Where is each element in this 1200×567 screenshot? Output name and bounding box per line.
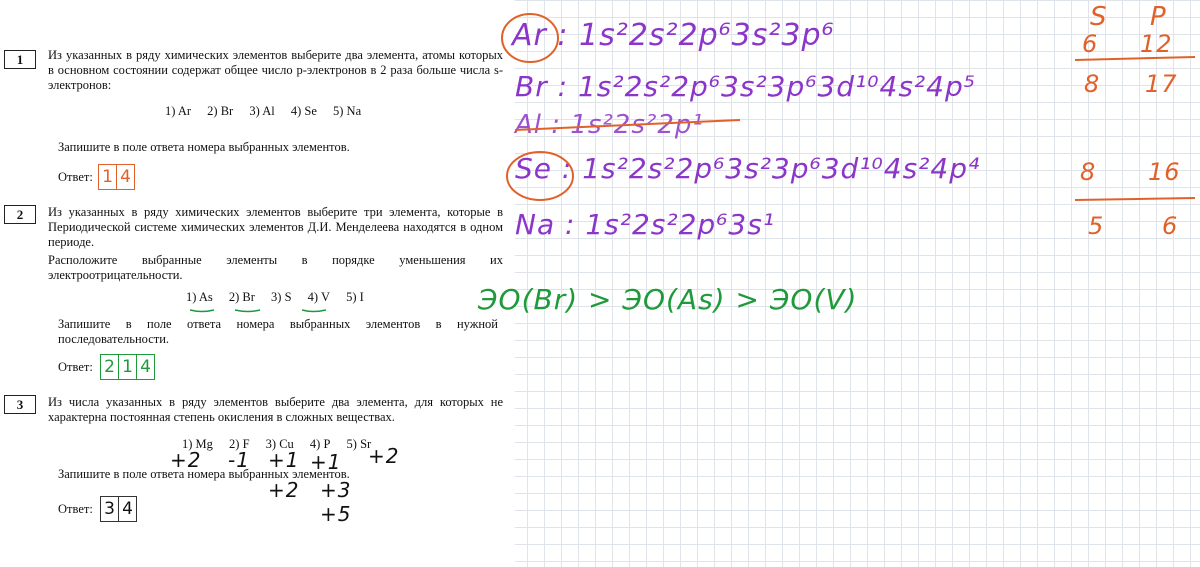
handwritten-ar-p: 12 [1140, 30, 1173, 58]
handwritten-ox-mg: +2 [170, 448, 202, 472]
choice-3-2: 2) F [229, 437, 250, 451]
question-2-choices [186, 290, 377, 305]
question-3-answer-field[interactable] [100, 496, 137, 522]
handwritten-ox-f: -1 [228, 448, 250, 472]
handwritten-config-se: Se : 1s²2s²2p⁶3s²3p⁶3d¹⁰4s²4p⁴ [515, 152, 981, 185]
handwritten-config-ar: Ar : 1s²2s²2p⁶3s²3p⁶ [512, 18, 835, 53]
choice-1-5: 5) Na [333, 104, 362, 118]
question-2-answer-label: Ответ: [58, 360, 93, 374]
answer-cell[interactable]: 4 [122, 499, 133, 519]
handwritten-electronegativity: ЭО(Br) > ЭО(As) > ЭО(V) [478, 283, 858, 316]
answer-cell[interactable]: 4 [140, 357, 151, 377]
question-3-instruction: Запишите в поле ответа номера выбранных элементов. [58, 467, 350, 481]
handwritten-config-al-struck: Al : 1s²2s²2p¹ [515, 110, 704, 140]
question-2-answer-field[interactable] [100, 354, 155, 380]
handwritten-na-s: 5 [1088, 212, 1105, 240]
question-2-text-2: Расположите выбранные элементы в порядке уменьшения их электроотрицательности. [48, 253, 503, 282]
handwritten-column-p: P [1150, 2, 1167, 32]
question-1-answer-label: Ответ: [58, 170, 93, 184]
question-3-answer-label: Ответ: [58, 502, 93, 516]
handwritten-fraction-bar-2 [1075, 198, 1195, 200]
handwritten-ox-sr: +2 [368, 444, 400, 468]
choice-3-3: 3) Cu [265, 437, 294, 451]
question-3-text: Из числа указанных в ряду элементов выберите два элемента, для которых не характерна постоянная степень окисления в сложных веществах. [48, 395, 503, 424]
handwritten-column-s: S [1090, 2, 1108, 32]
handwritten-ox-cu-1: +1 [268, 448, 300, 472]
question-1-text: Из указанных в ряду химических элементов выберите два элемента, атомы которых в основном состоянии содержат общее число p-электронов в 2 раза больше числа s-электронов: [48, 48, 503, 92]
answer-cell[interactable]: 3 [101, 497, 119, 521]
choice-2-3: 3) S [271, 290, 292, 304]
question-1-number: 1 [4, 50, 36, 69]
handwritten-ar-s: 6 [1082, 30, 1099, 58]
choice-1-1: 1) Ar [165, 104, 192, 118]
choice-2-1: 1) As [186, 290, 213, 304]
question-2-number: 2 [4, 205, 36, 224]
question-2-instruction: Запишите в поле ответа номера выбранных элементов в нужной последовательности. [58, 317, 498, 346]
handwritten-se-p: 16 [1148, 158, 1181, 186]
worksheet-page [0, 0, 515, 567]
handwritten-ox-p-2: +3 [320, 478, 352, 502]
choice-1-3: 3) Al [249, 104, 275, 118]
handwritten-ox-p-1: +1 [310, 450, 342, 474]
question-3-number: 3 [4, 395, 36, 414]
handwritten-na-p: 6 [1162, 212, 1179, 240]
choice-2-5: 5) I [346, 290, 364, 304]
answer-cell[interactable]: 1 [119, 355, 137, 379]
choice-1-2: 2) Br [207, 104, 234, 118]
choice-2-2: 2) Br [228, 290, 255, 304]
answer-cell[interactable]: 4 [120, 167, 131, 187]
question-1-answer-field[interactable] [98, 164, 135, 190]
question-2-text: Из указанных в ряду химических элементов выберите три элемента, которые в Периодической системе химических элементов Д.И. Менделеева находятся в одном периоде. [48, 205, 503, 249]
answer-cell[interactable]: 1 [99, 165, 117, 189]
question-1-instruction: Запишите в поле ответа номера выбранных элементов. [58, 140, 350, 154]
choice-2-4: 4) V [307, 290, 331, 304]
handwritten-se-s: 8 [1080, 158, 1097, 186]
handwritten-ox-p-3: +5 [320, 502, 352, 526]
handwritten-config-br: Br : 1s²2s²2p⁶3s²3p⁶3d¹⁰4s²4p⁵ [515, 70, 976, 103]
handwritten-br-p: 17 [1145, 70, 1178, 98]
choice-3-5: 5) Sr [346, 437, 372, 451]
choice-3-4: 4) P [309, 437, 331, 451]
choice-3-1: 1) Mg [182, 437, 213, 451]
handwritten-config-na: Na : 1s²2s²2p⁶3s¹ [515, 208, 776, 241]
handwritten-br-s: 8 [1084, 70, 1101, 98]
answer-cell[interactable]: 2 [101, 355, 119, 379]
question-1-choices [165, 104, 374, 119]
handwritten-ox-cu-2: +2 [268, 478, 300, 502]
choice-1-4: 4) Se [290, 104, 317, 118]
